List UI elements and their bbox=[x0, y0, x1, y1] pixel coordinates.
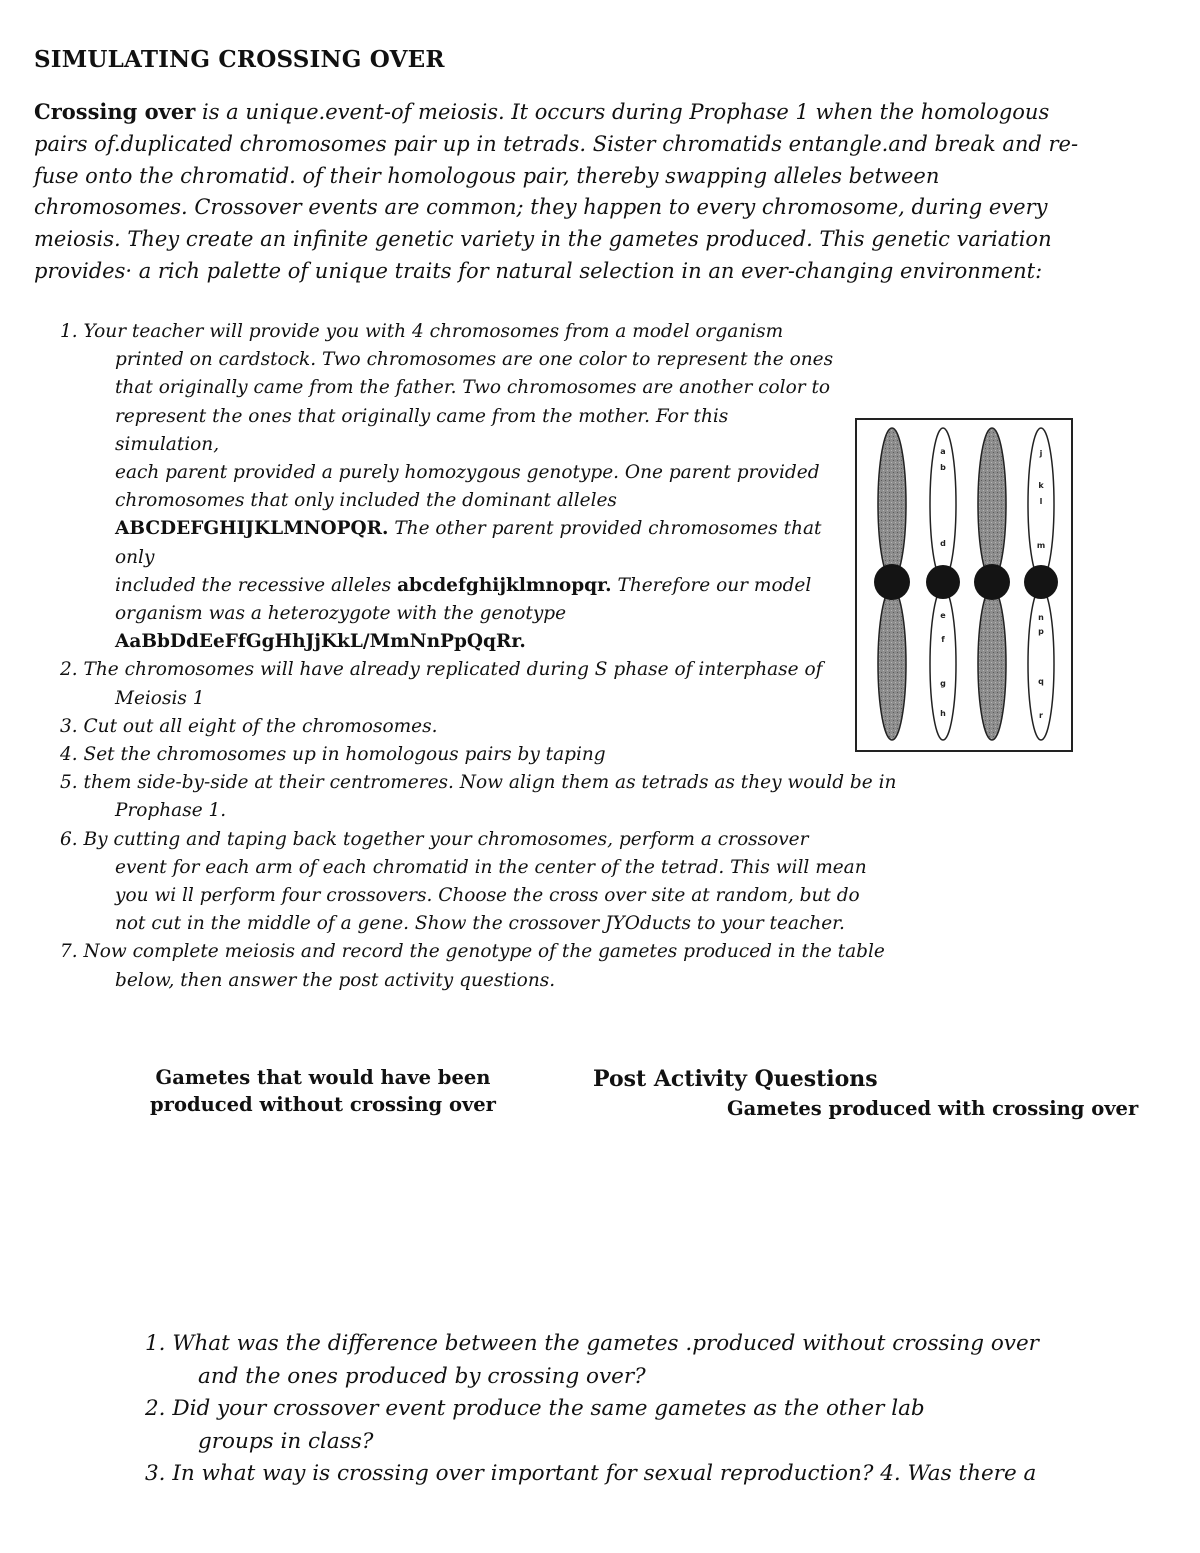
step-6-line: event for each arm of each chromatid in the center of the tetrad. This will mean bbox=[115, 856, 867, 878]
question-line: 1. What was the difference between the gametes .produced without crossing over bbox=[145, 1331, 1039, 1356]
step-6-line: 6. By cutting and taping back together your chromosomes, perform a crossover bbox=[60, 828, 809, 850]
centromere bbox=[974, 564, 1010, 600]
step-5-line: 5. them side-by-side at their centromeres. Now align them as tetrads as they would be in bbox=[60, 772, 897, 794]
step-6-line: not cut in the middle of a gene. Show the crossover JYOducts to your teacher. bbox=[115, 913, 845, 935]
recessive-alleles: abcdefghijklmnopqr. bbox=[397, 574, 612, 596]
step-5-line: Prophase 1. bbox=[115, 800, 227, 822]
step-1-line: that originally came from the father. Two chromosomes are another color to bbox=[115, 377, 831, 399]
step-3: 3. Cut out all eight of the chromosomes. bbox=[60, 715, 438, 737]
step-1-text: included the recessive alleles bbox=[115, 574, 398, 596]
centromere bbox=[926, 565, 960, 599]
step-6-line: you wi ll perform four crossovers. Choose the cross over site at random, but do bbox=[115, 885, 860, 907]
step-1-line: printed on cardstock. Two chromosomes are one color to represent the ones bbox=[115, 349, 834, 371]
step-2-line: Meiosis 1 bbox=[115, 687, 205, 709]
intro-lead-term: Crossing over bbox=[34, 99, 196, 124]
chromosome-diagram bbox=[857, 420, 1071, 750]
dark-chromatid-top bbox=[878, 428, 906, 580]
step-1-line: organism was a heterozygote with the genotype bbox=[115, 603, 567, 625]
intro-line: fuse onto the chromatid. of their homologous pair, thereby swapping alleles between bbox=[34, 163, 940, 188]
step-7-line: 7. Now complete meiosis and record the genotype of the gametes produced in the table bbox=[60, 941, 885, 963]
step-2 bbox=[60, 656, 930, 712]
allele-label: r bbox=[1039, 711, 1043, 720]
gametes-with-crossover-heading: Gametes produced with crossing over bbox=[727, 1097, 1139, 1120]
allele-label: a bbox=[940, 447, 946, 456]
allele-label: n bbox=[1038, 613, 1044, 622]
allele-label: l bbox=[1039, 497, 1043, 506]
step-1 bbox=[60, 318, 930, 656]
step-7 bbox=[60, 938, 930, 994]
step-1-line: 1. Your teacher will provide you with 4 chromosomes from a model organism bbox=[60, 321, 784, 342]
post-activity-questions bbox=[145, 1328, 1145, 1491]
step-6 bbox=[60, 826, 930, 939]
dark-chromatid-bottom bbox=[878, 588, 906, 740]
centromere bbox=[1024, 565, 1058, 599]
intro-paragraph bbox=[34, 96, 1154, 288]
question-3: 3. In what way is crossing over important for sexual reproduction? 4. Was there a bbox=[145, 1461, 1037, 1486]
allele-label: e bbox=[940, 611, 946, 620]
step-1-line: represent the ones that originally came from the mother. For this bbox=[115, 405, 729, 427]
question-line: groups in class? bbox=[198, 1428, 374, 1454]
allele-label: k bbox=[1038, 481, 1044, 490]
heterozygote-genotype: AaBbDdEeFfGgHhJjKkL/MmNnPpQqRr. bbox=[115, 631, 526, 653]
step-2-line: 2. The chromosomes will have already replicated during S phase of interphase of bbox=[60, 659, 823, 681]
centromere bbox=[874, 564, 910, 600]
page-title: SIMULATING CROSSING OVER bbox=[34, 46, 445, 73]
allele-label: p bbox=[1038, 627, 1044, 636]
post-activity-heading: Post Activity Questions bbox=[593, 1066, 878, 1092]
allele-label: b bbox=[940, 463, 946, 472]
step-1-line: chromosomes that only included the dominant alleles bbox=[115, 490, 617, 512]
intro-line: chromosomes. Crossover events are common; they happen to every chromosome, during every bbox=[34, 195, 1048, 220]
step-1-text: The other parent provided chromosomes that bbox=[388, 518, 822, 540]
dominant-alleles: ABCDEFGHIJKLMNOPQR. bbox=[115, 518, 389, 540]
step-1-line: simulation, bbox=[115, 433, 220, 455]
allele-label: f bbox=[941, 635, 945, 644]
heading-line: produced without crossing over bbox=[150, 1093, 496, 1116]
allele-label: g bbox=[940, 679, 946, 688]
step-1-line bbox=[60, 572, 930, 600]
step-1-text: Therefore our model bbox=[611, 574, 812, 596]
step-1-line: only bbox=[115, 546, 155, 568]
dark-chromatid-top bbox=[978, 428, 1006, 580]
allele-label: j bbox=[1039, 449, 1043, 458]
allele-label: m bbox=[1036, 541, 1046, 550]
step-1-line: each parent provided a purely homozygous genotype. One parent provided bbox=[115, 462, 820, 484]
step-1-line bbox=[60, 628, 930, 656]
chromosome-figure bbox=[855, 418, 1073, 752]
question-1 bbox=[145, 1328, 1145, 1393]
intro-line: meiosis. They create an infinite genetic variety in the gametes produced. This genetic variation bbox=[34, 227, 1052, 252]
allele-label: q bbox=[1038, 677, 1044, 686]
procedure-steps bbox=[60, 318, 930, 995]
step-1-line bbox=[60, 515, 930, 543]
heading-line: Gametes that would have been bbox=[155, 1066, 491, 1089]
step-4: 4. Set the chromosomes up in homologous pairs by taping bbox=[60, 744, 606, 766]
question-2 bbox=[145, 1393, 1145, 1458]
intro-line: pairs of.duplicated chromosomes pair up in tetrads. Sister chromatids entangle.and break and re- bbox=[34, 131, 1079, 156]
allele-label: h bbox=[940, 709, 946, 718]
intro-line: is a unique.event-of meiosis. It occurs during Prophase 1 when the homologous bbox=[195, 100, 1050, 124]
gametes-without-crossover-heading bbox=[118, 1064, 528, 1118]
allele-label: d bbox=[940, 539, 946, 548]
dark-chromatid-bottom bbox=[978, 588, 1006, 740]
step-5 bbox=[60, 769, 930, 825]
question-line: 2. Did your crossover event produce the same gametes as the other lab bbox=[145, 1396, 925, 1421]
step-7-line: below, then answer the post activity questions. bbox=[115, 969, 556, 991]
intro-line: provides· a rich palette of unique traits for natural selection in an ever-changing environment: bbox=[34, 258, 1043, 283]
question-line: and the ones produced by crossing over? bbox=[198, 1363, 646, 1389]
